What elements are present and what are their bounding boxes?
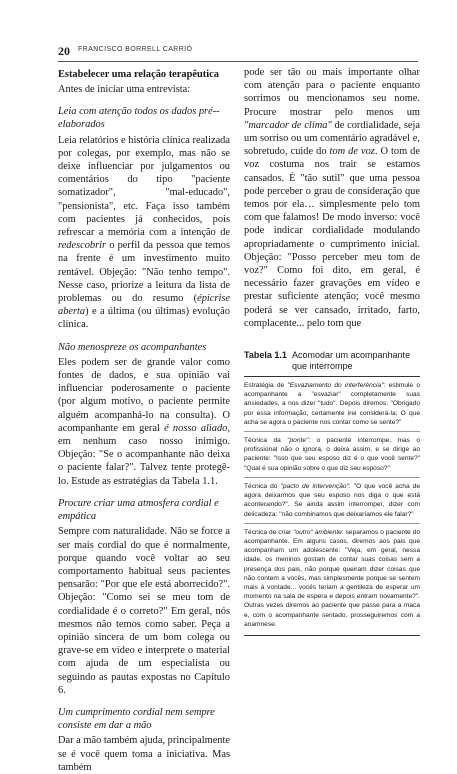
right-column xyxy=(244,66,420,636)
page-number: 20 xyxy=(58,44,70,58)
paragraph-1: Leia relatórios e história clínica realizada por colegas, por exemplo, mas não se deixe influenciar por julgamentos ou comentários do tipo "paciente somatizador", "mal-educado", "pensionista", etc. Faça isso também com pacientes já conhecidos, pois refrescar a memória com a intenção de redescobrir o perfil da pessoa que temos na frente é um investimento muito rentável. Objeção: "Não tenho tempo". Nesse caso, priorize a leitura da lista de problemas ou do resumo (épicrise aberta) e a última (ou últimas) evolução clínica. xyxy=(58,134,230,331)
intro-text: Antes de iniciar uma entrevista: xyxy=(58,84,191,95)
running-header xyxy=(58,44,418,60)
table-body xyxy=(244,381,420,636)
paragraph-continued: pode ser tão ou mais importante olhar com atenção para o paciente enquanto sorrimos ou mencionamos seu nome. Procure mostrar pelo menos um "marcador de clima" de cordialidade, seja um sorriso ou um comentário agradável e, sobretudo, cuide do tom de voz. O tom de voz costuma nos trair se estamos cansados. É "tão sutil" que uma pessoa pode perceber o grau de consideração que temos por ela… simplesmente pelo tom com que falamos! De modo inverso: você pode indicar cordialidade modulando apropriadamente o cumprimento inicial. Objeção: "Posso perceber meu tom de voz?" Como foi dito, em geral, é necessário fazer gravações em vídeo e prestar suficiente atenção; você mesmo poderá se ver cansado, irritado, farto, complacente... pelo tom que xyxy=(244,67,420,329)
paragraph-3: Sempre com naturalidade. Não se force a ser mais cordial do que é normalmente, porque quando você voltar ao seu comportamento habitual seus pacientes pensarão: "Por que ele está aborrecido?". Objeção: "Como sei se meu tom de cordialidade é o correto?" Em geral, nós mesmos não temos como saber. Peça a opinião sincera de um bom colega ou grave-se em vídeo e interprete o material com ajuda de um especialista ou seguindo as pautas expostas no Capítulo 6. xyxy=(58,526,230,696)
table-row: Estratégia de "Esvaziamento do interferência": estimule o acompanhante a "esvaziar" completamente suas ansiedades, a nos dizer "tudo". Depois diremos: "Obrigado por essa informação, certamente irei considerá-la; O que acha se agora o paciente nos contar como se sente?" xyxy=(244,381,420,432)
table-caption xyxy=(244,350,420,377)
table-bottom-rule xyxy=(244,635,420,636)
table-row: Técnica do "pacto de intervenção": "O que você acha de agora deixarmos que seu esposo nos diga o que está acontecendo?". Se ainda assim interromper, dizer com delicadeza: "não combinamos que deixaríamos ele falar?" xyxy=(244,482,420,524)
table-title: Acomodar um acompanhante que interrompe xyxy=(292,350,411,372)
header-rule xyxy=(58,61,418,62)
section-heading: Estabelecer uma relação terapêutica xyxy=(58,69,219,80)
subheading-2: Não menospreze os acompanhantes xyxy=(58,341,207,353)
subheading-1: Leia com atenção todos os dados pré--elaborados xyxy=(58,106,220,131)
left-column xyxy=(58,66,230,774)
subheading-4: Um cumprimento cordial nem sempre consiste em dar a mão xyxy=(58,706,215,732)
running-author: FRANCISCO BORRELL CARRIÓ xyxy=(78,46,193,53)
table-row: Técnica da "ponte": o paciente interrompe, mas o profissional não o ignora, o deixa assim, e se dirige ao paciente: "Isso que seu esposo diz é o que você sente?" "Qual é sua opinião sobre o que diz seu esposo?" xyxy=(244,436,420,478)
table-row: Técnica de criar "outro" ambiente: separamos o paciente do acompanhante. Em alguns casos, diremos aos pais que acompanham um adolescente: "Veja, em geral, nessa idade, os meninos gostam de contar suas coisas sem a presença dos pais, não porque queiram dizer coisas que não contem a vocês, mas simplesmente porque se sentem mais à vontade... vocês teriam a gentileza de esperar um momento na sala de espera e depois entram novamente?". Outras vezes diremos ao paciente que passe para a maca e, com o acompanhante sentado, prosseguiremos com a anamnese. xyxy=(244,528,420,628)
table-label: Tabela 1.1 xyxy=(244,350,287,361)
paragraph-2: Eles podem ser de grande valor como fontes de dados, e sua opinião vai influenciar poderosamente o paciente (por algum motivo, o paciente permite alguém acompanhá-lo na consulta). O acompanhante em geral é nosso aliado, em nenhum caso nosso inimigo. Objeção: "Se o acompanhante não deixa o paciente falar?". Talvez tente protegê-lo. Estude as estratégias da Tabela 1.1. xyxy=(58,356,230,487)
paragraph-4: Dar a mão também ajuda, principalmente se é você quem toma a iniciativa. Mas também xyxy=(58,735,230,773)
subheading-3: Procure criar uma atmosfera cordial e empática xyxy=(58,497,219,523)
